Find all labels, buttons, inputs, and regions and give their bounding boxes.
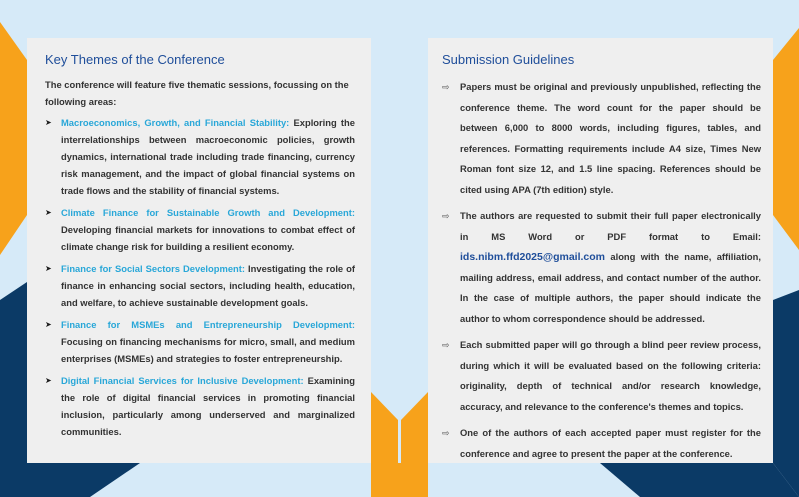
- theme-item: [45, 316, 355, 367]
- guideline-item: [438, 77, 761, 200]
- arrow-bullet-icon: ➤: [45, 320, 52, 329]
- theme-body: Exploring the interrelationships between macroeconomic policies, growth dynamics, international trade including trade financing, currency risk management, and the impact of global financial systems on trade flows and the stability of financial systems.: [61, 117, 355, 196]
- key-themes-panel: [27, 38, 371, 463]
- guideline-text: along with the name, affiliation, mailing address, email address, and contact number of the author. In the case of multiple authors, the paper should indicate the author to whom correspondence should be addressed.: [460, 251, 761, 324]
- theme-item: [45, 204, 355, 255]
- theme-body: Focusing on financing mechanisms for micro, small, and medium enterprises (MSMEs) and strategies to foster entrepreneurship.: [61, 336, 355, 364]
- right-orange-chevron: [773, 28, 799, 250]
- theme-title: Digital Financial Services for Inclusive Development:: [61, 375, 304, 386]
- arrow-right-icon: ⇨: [442, 82, 450, 92]
- theme-item: [45, 114, 355, 199]
- bottom-left-navy: [27, 463, 140, 497]
- arrow-bullet-icon: ➤: [45, 264, 52, 273]
- guideline-item: [438, 335, 761, 417]
- guideline-text: Papers must be original and previously unpublished, reflecting the conference theme. The word count for the paper should be between 6,000 to 8000 words, including figures, tables, and references. Formatting requirements include A4 size, Times New Roman font size 12, and 1.5 line spacing. References should be cited using APA (7th edition) style.: [460, 81, 761, 195]
- theme-body: Developing financial markets for innovations to combat effect of climate change risk for building a resilient economy.: [61, 224, 355, 252]
- guideline-text: One of the authors of each accepted paper must register for the conference and agree to present the paper at the conference.: [460, 427, 761, 459]
- theme-item: [45, 372, 355, 440]
- guideline-text: Each submitted paper will go through a blind peer review process, during which it will be evaluated based on the following criteria: originality, depth of technical and/or research knowledge, accuracy, and relevance to the conference's themes and topics.: [460, 339, 761, 412]
- theme-title: Climate Finance for Sustainable Growth and Development:: [61, 207, 355, 218]
- theme-title: Macroeconomics, Growth, and Financial Stability:: [61, 117, 290, 128]
- theme-body: Investigating the role of finance in enhancing social sectors, including health, education, and welfare, to achieve sustainable development goals.: [61, 263, 355, 308]
- bottom-right-navy: [600, 463, 799, 497]
- arrow-right-icon: ⇨: [442, 211, 450, 221]
- center-orange-base: [371, 463, 428, 497]
- guideline-item: [438, 206, 761, 329]
- theme-body: Examining the role of digital financial services in promoting financial inclusion, particularly among underserved and marginalized communities.: [61, 375, 355, 437]
- right-navy-band: [773, 290, 799, 497]
- submission-email-link[interactable]: ids.nibm.ffd2025@gmail.com: [460, 251, 606, 263]
- guideline-item: [438, 423, 761, 464]
- arrow-right-icon: ⇨: [442, 340, 450, 350]
- arrow-bullet-icon: ➤: [45, 208, 52, 217]
- submission-guidelines-heading: Submission Guidelines: [442, 52, 575, 67]
- theme-title: Finance for MSMEs and Entrepreneurship Development:: [61, 319, 355, 330]
- theme-title: Finance for Social Sectors Development:: [61, 263, 245, 274]
- theme-item: [45, 260, 355, 311]
- submission-guidelines-panel: [428, 38, 773, 463]
- arrow-bullet-icon: ➤: [45, 376, 52, 385]
- arrow-bullet-icon: ➤: [45, 118, 52, 127]
- key-themes-heading: Key Themes of the Conference: [45, 52, 225, 67]
- left-orange-chevron: [0, 22, 27, 255]
- key-themes-intro: The conference will feature five thematic sessions, focussing on the following areas:: [45, 79, 349, 107]
- guideline-text: The authors are requested to submit their full paper electronically in MS Word or PDF format to Email:: [460, 210, 761, 242]
- arrow-right-icon: ⇨: [442, 428, 450, 438]
